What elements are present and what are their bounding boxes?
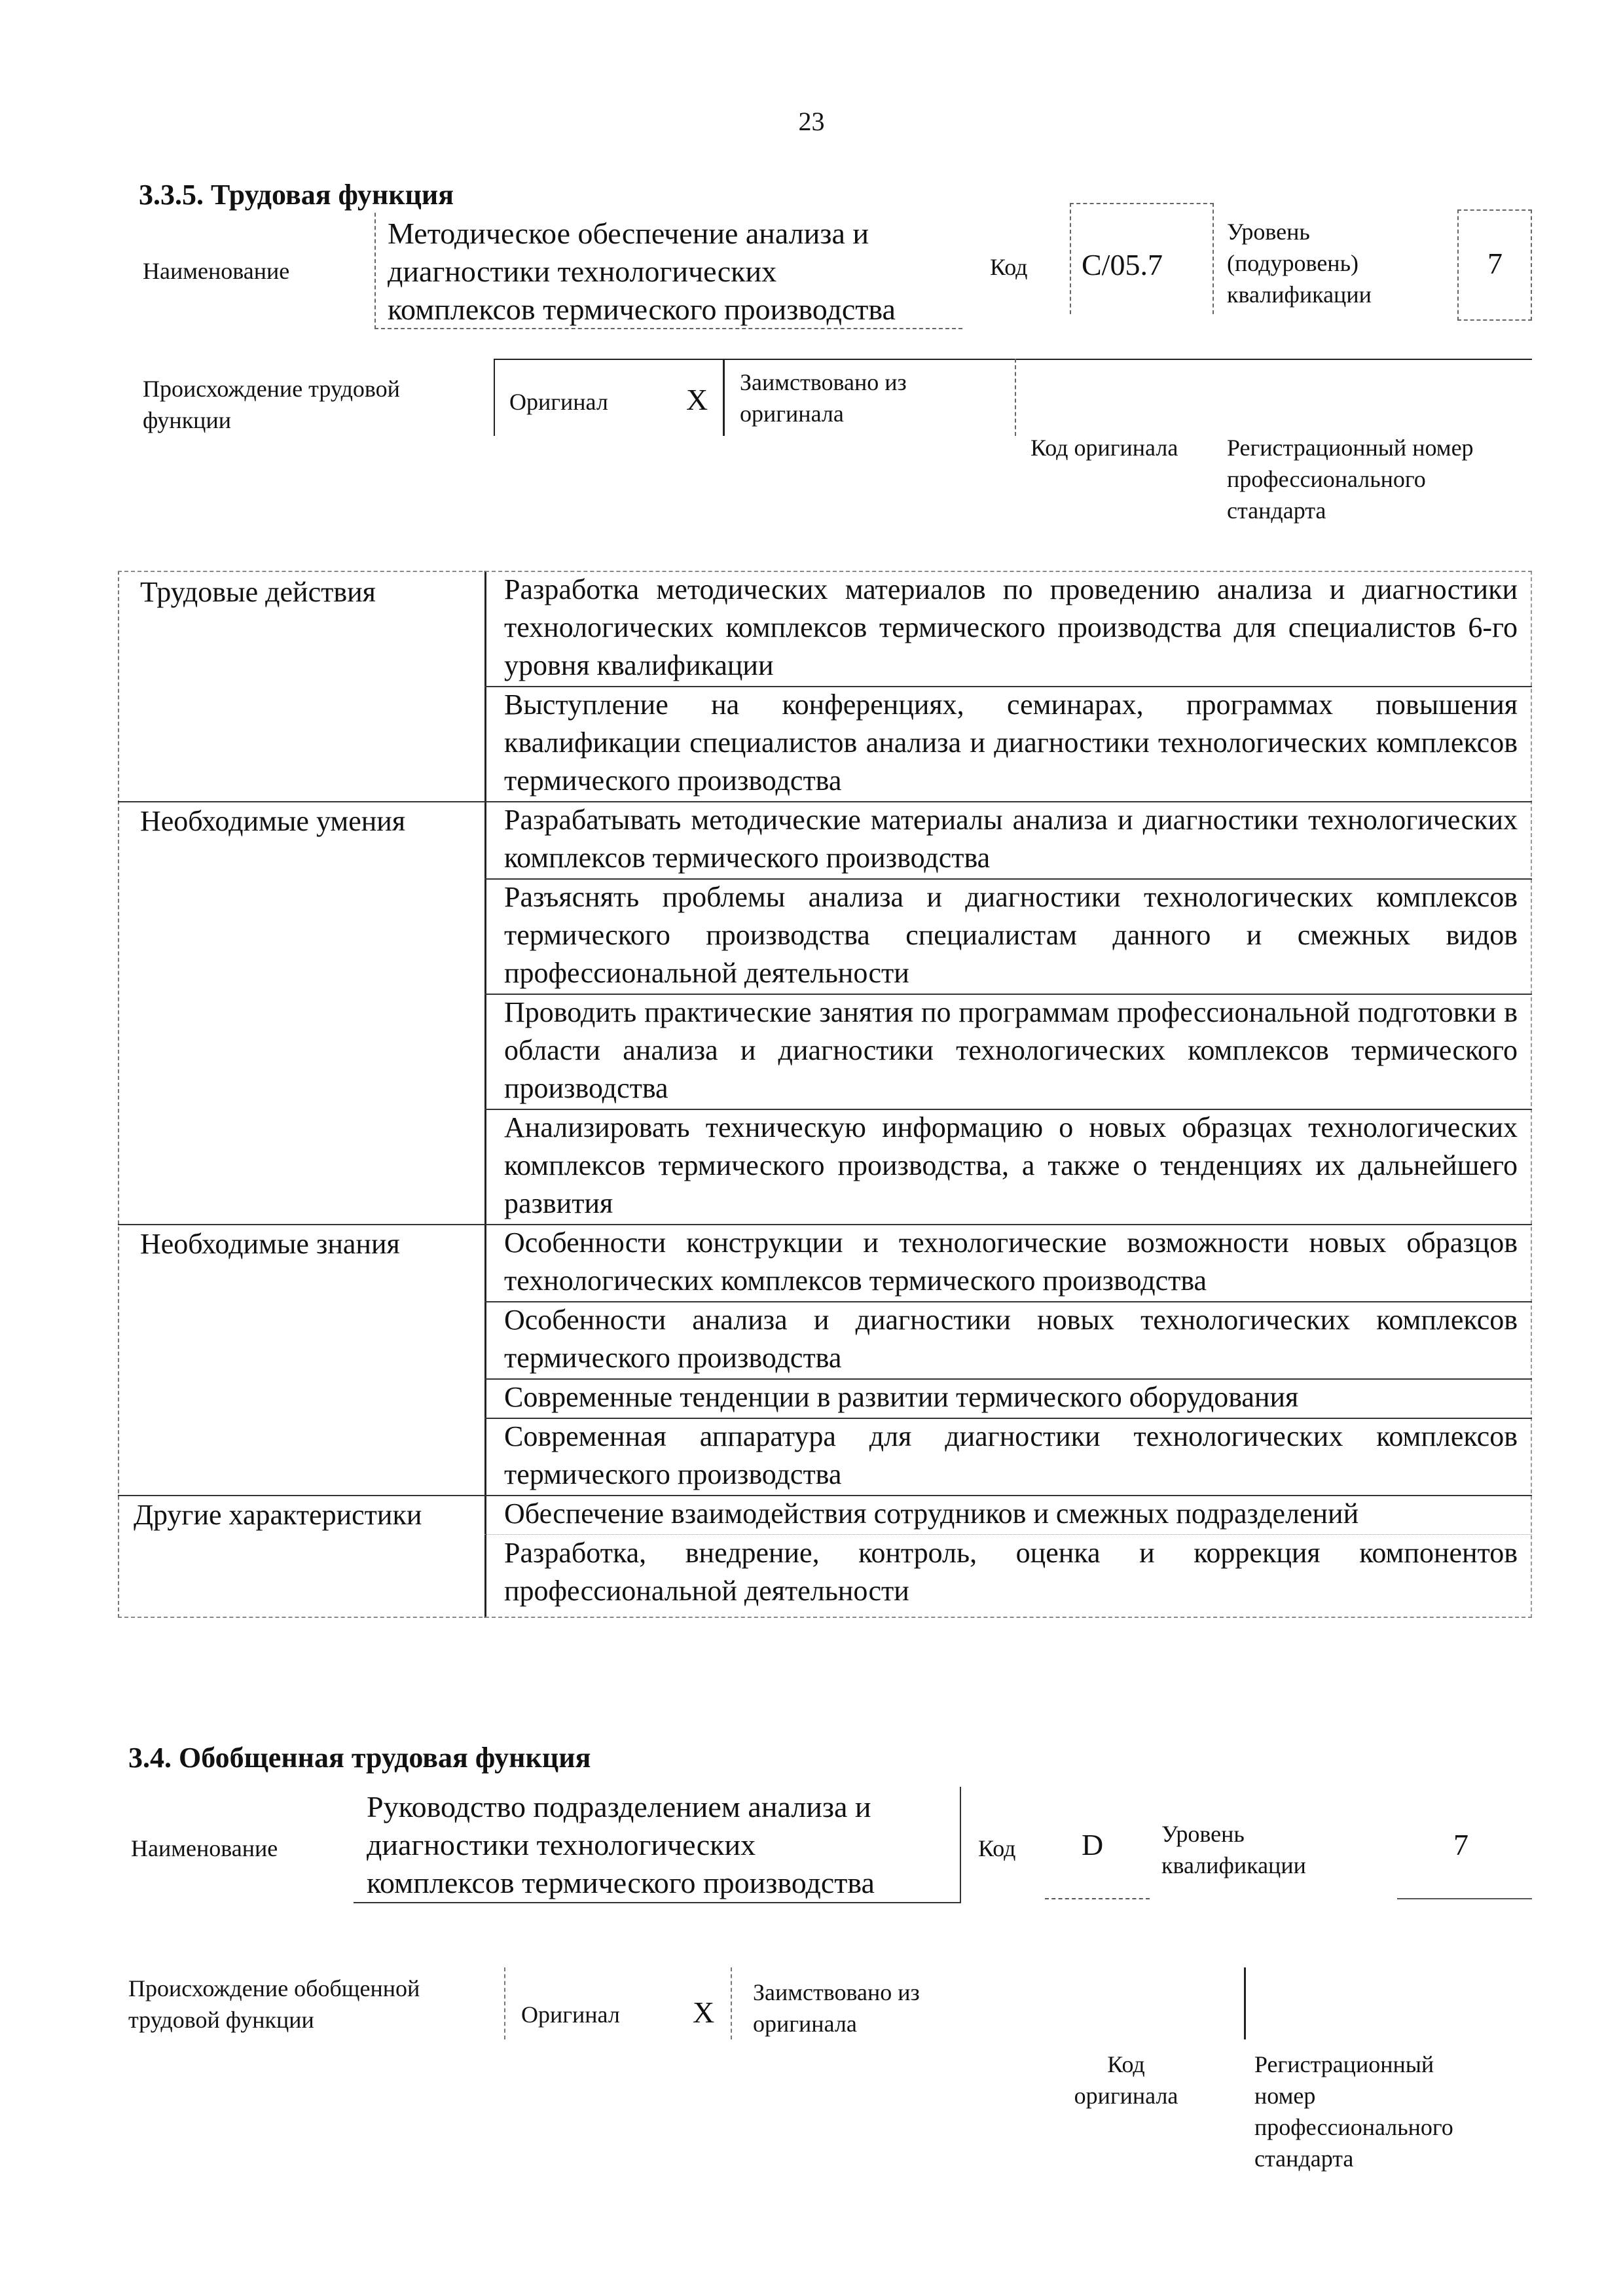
tf-origin-divider xyxy=(723,359,725,436)
tf-origin-label: Происхождение трудовой функции xyxy=(143,376,400,433)
otf-origin-divider xyxy=(731,1967,732,2039)
otf-code-frame xyxy=(1045,1898,1150,1899)
otf-level-frame xyxy=(1397,1898,1532,1899)
tf-reg-number-label: Регистрационный номер профессионального стандарта xyxy=(1227,435,1474,524)
otf-origin-left-edge xyxy=(504,1967,505,2039)
tf-name-value: Методическое обеспечение анализа и диагностики технологических комплексов термического производства xyxy=(388,217,896,326)
other-item: Разработка, внедрение, контроль, оценка и коррекция компонентов профессиональной деятельности xyxy=(504,1537,1518,1607)
tf-level-label: Уровень (подуровень) квалификации xyxy=(1227,219,1372,308)
otf-origin-divider-2 xyxy=(1244,1967,1246,2039)
otf-code-original-label: Код оригинала xyxy=(1074,2051,1178,2109)
otf-original-mark: X xyxy=(693,1996,715,2029)
knowledge-item: Особенности конструкции и технологические возможности новых образцов технологических комплексов термического производства xyxy=(504,1227,1518,1297)
table-bottom-edge xyxy=(118,1617,1532,1618)
otf-level-value: 7 xyxy=(1453,1828,1468,1861)
tf-characteristics-table xyxy=(118,571,1532,1618)
tf-code-original-label: Код оригинала xyxy=(1030,435,1178,461)
otf-name-value: Руководство подразделением анализа и диагностики технологических комплексов термического производства xyxy=(367,1790,875,1899)
row-label-labor-actions: Трудовые действия xyxy=(140,576,376,608)
table-left-edge xyxy=(118,571,119,1618)
row-label-required-skills: Необходимые умения xyxy=(140,805,406,837)
labor-action-item: Выступление на конференциях, семинарах, программах повышения квалификации специалистов анализа и диагностики технологических комплексов термического производства xyxy=(504,689,1518,797)
section-heading-3-3-5: 3.3.5. Трудовая функция xyxy=(139,179,454,211)
otf-reg-number-label: Регистрационный номер профессионального стандарта xyxy=(1254,2051,1453,2172)
skill-item: Разъяснять проблемы анализа и диагностики технологических комплексов термического производства специалистам данного и смежных видов профессиональной деятельности xyxy=(504,881,1518,989)
other-item: Обеспечение взаимодействия сотрудников и смежных подразделений xyxy=(504,1498,1359,1530)
labor-action-item: Разработка методических материалов по проведению анализа и диагностики технологических комплексов термического производства для специалистов 6-го уровня квалификации xyxy=(504,573,1518,681)
tf-original-label: Оригинал xyxy=(509,389,608,415)
tf-original-mark: X xyxy=(686,383,708,416)
otf-level-label: Уровень квалификации xyxy=(1161,1821,1306,1878)
otf-code-label: Код xyxy=(978,1835,1016,1861)
otf-code-value: D xyxy=(1082,1828,1104,1861)
skill-item: Анализировать техническую информацию о новых образцах технологических комплексов термического производства, а также о тенденциях их дальнейшего развития xyxy=(504,1111,1518,1219)
page-number: 23 xyxy=(798,107,825,136)
tf-origin-divider-2 xyxy=(1015,359,1016,436)
row-label-other-characteristics: Другие характеристики xyxy=(134,1499,422,1531)
tf-borrowed-label: Заимствовано из оригинала xyxy=(740,369,907,427)
row-label-required-knowledge: Необходимые знания xyxy=(140,1228,400,1260)
otf-borrowed-label: Заимствовано из оригинала xyxy=(753,1979,920,2037)
knowledge-item: Современная аппаратура для диагностики технологических комплексов термического производства xyxy=(504,1420,1518,1490)
skill-item: Проводить практические занятия по программам профессиональной подготовки в области анализа и диагностики технологических комплексов термического производства xyxy=(504,996,1518,1104)
tf-level-value: 7 xyxy=(1487,247,1503,280)
tf-name-label: Наименование xyxy=(143,258,290,284)
table-right-edge xyxy=(1531,571,1532,1618)
otf-origin-label: Происхождение обобщенной трудовой функции xyxy=(128,1975,420,2033)
knowledge-item: Современные тенденции в развитии термического оборудования xyxy=(504,1381,1299,1413)
table-column-divider xyxy=(484,571,486,1618)
otf-name-label: Наименование xyxy=(131,1835,278,1861)
knowledge-item: Особенности анализа и диагностики новых технологических комплексов термического производства xyxy=(504,1304,1518,1374)
otf-original-label: Оригинал xyxy=(521,2001,620,2028)
tf-origin-frame xyxy=(494,359,1532,436)
skill-item: Разрабатывать методические материалы анализа и диагностики технологических комплексов термического производства xyxy=(504,804,1518,874)
tf-code-label: Код xyxy=(990,254,1028,280)
section-heading-3-4: 3.4. Обобщенная трудовая функция xyxy=(128,1742,591,1774)
tf-code-value: C/05.7 xyxy=(1082,248,1163,281)
